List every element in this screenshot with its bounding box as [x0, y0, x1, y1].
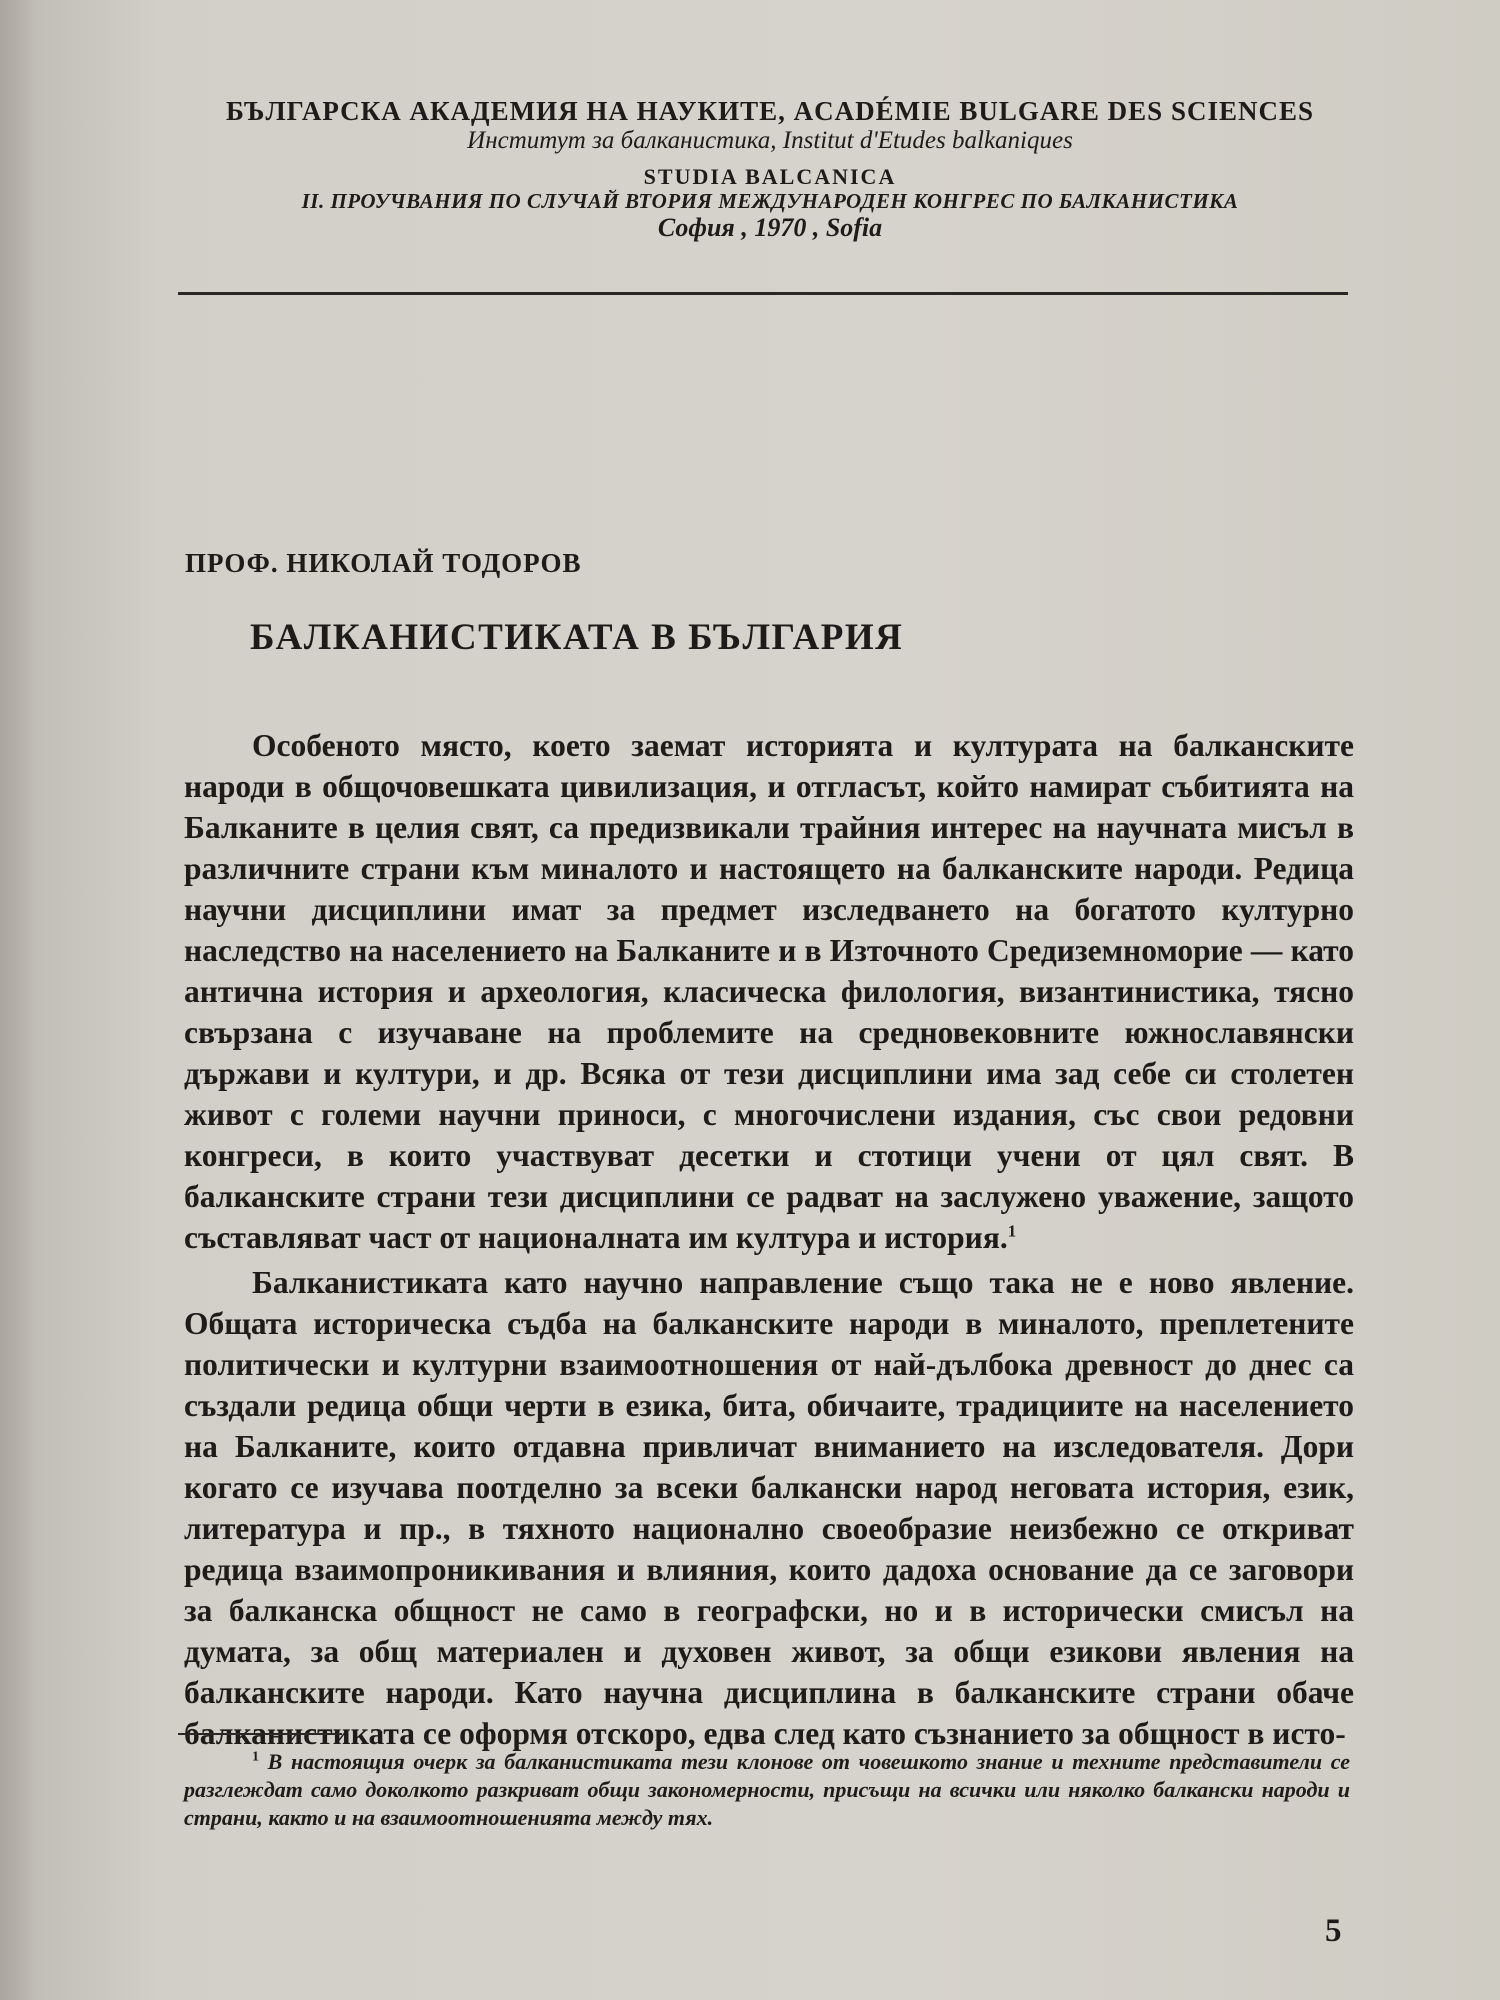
footnote-marker: 1	[252, 1749, 259, 1765]
body-paragraph: Балканистиката като научно направление също така не е ново явление. Общата историческа съдба на балканските народи в миналото, преплетените политически и културни взаимоотношения от най-дълбока древност до днес са създали редица общи черти в езика, бита, обичаите, традициите на населението на Балканите, които отдавна привличат вниманието на изследователя. Дори когато се изучава поотделно за всеки балкански народ неговата история, език, литература и пр., в тяхното национално своеобразие неизбежно се откриват редица взаимопроникивания и влияния, които дадоха основание да се заговори за балканска общност не само в географски, но и в исторически смисъл на думата, за общ материален и духовен живот, за общи езикови явления на балканските народи. Като научна дисциплина в балканските страни обаче балканистиката се оформя отскоро, едва след като съзнанието за общност в исто-	[184, 1265, 1354, 1751]
volume-title: II. ПРОУЧВАНИЯ ПО СЛУЧАЙ ВТОРИЯ МЕЖДУНАРОДЕН КОНГРЕС ПО БАЛКАНИСТИКА	[301, 189, 1239, 214]
series-title: STUDIA BALCANICA	[643, 163, 897, 189]
article-title: БАЛКАНИСТИКАТА В БЪЛГАРИЯ	[250, 617, 904, 658]
footnote-reference: 1	[1007, 1221, 1017, 1241]
body-paragraph	[184, 725, 1354, 1258]
paragraph-text: Особеното място, което заемат историята и културата на балканските народи в общочовешката цивилизация, и отгласът, който намират събитията на Балканите в целия свят, са предизвикали трайния интерес на научната мисъл в различните страни към миналото и настоящето на балканските народи. Редица научни дисциплини имат за предмет изследването на богатото културно наследство на населението на Балканите и в Източното Средиземноморие — като антична история и археология, класическа филология, византинистика, тясно свързана с изучаване на проблемите на средновековните южнославянски държави и култури, и др. Всяка от тези дисциплини има зад себе си столетен живот с големи научни приноси, с многочислени издания, със свои редовни конгреси, в които участвуват десетки и стотици учени от цял свят. В балканските страни тези дисциплини се радват на заслужено уважение, защото съставляват част от националната им култура и история.	[184, 728, 1354, 1255]
footnote-divider	[178, 1733, 342, 1735]
academy-name: БЪЛГАРСКА АКАДЕМИЯ НА НАУКИТЕ, ACADÉMIE BULGARE DES SCIENCES	[225, 96, 1315, 126]
publication-place-year: София , 1970 , Sofia	[657, 213, 883, 243]
article-body	[184, 725, 1354, 1754]
footnote	[184, 1748, 1350, 1832]
header-divider	[178, 292, 1348, 295]
footnote-text: В настоящия очерк за балканистиката тези клонове от човешкото знание и техните представители се разглеждат само доколкото разкриват общи закономерности, присъщи на всички или няколко балкански народи и страни, както и на взаимоотношенията между тях.	[184, 1749, 1350, 1830]
institute-name: Институт за балканистика, Institut d'Etudes balkaniques	[467, 127, 1073, 155]
author-name: ПРОФ. НИКОЛАЙ ТОДОРОВ	[185, 548, 582, 578]
publication-header	[170, 96, 1370, 243]
page-number: 5	[1325, 1913, 1342, 1949]
